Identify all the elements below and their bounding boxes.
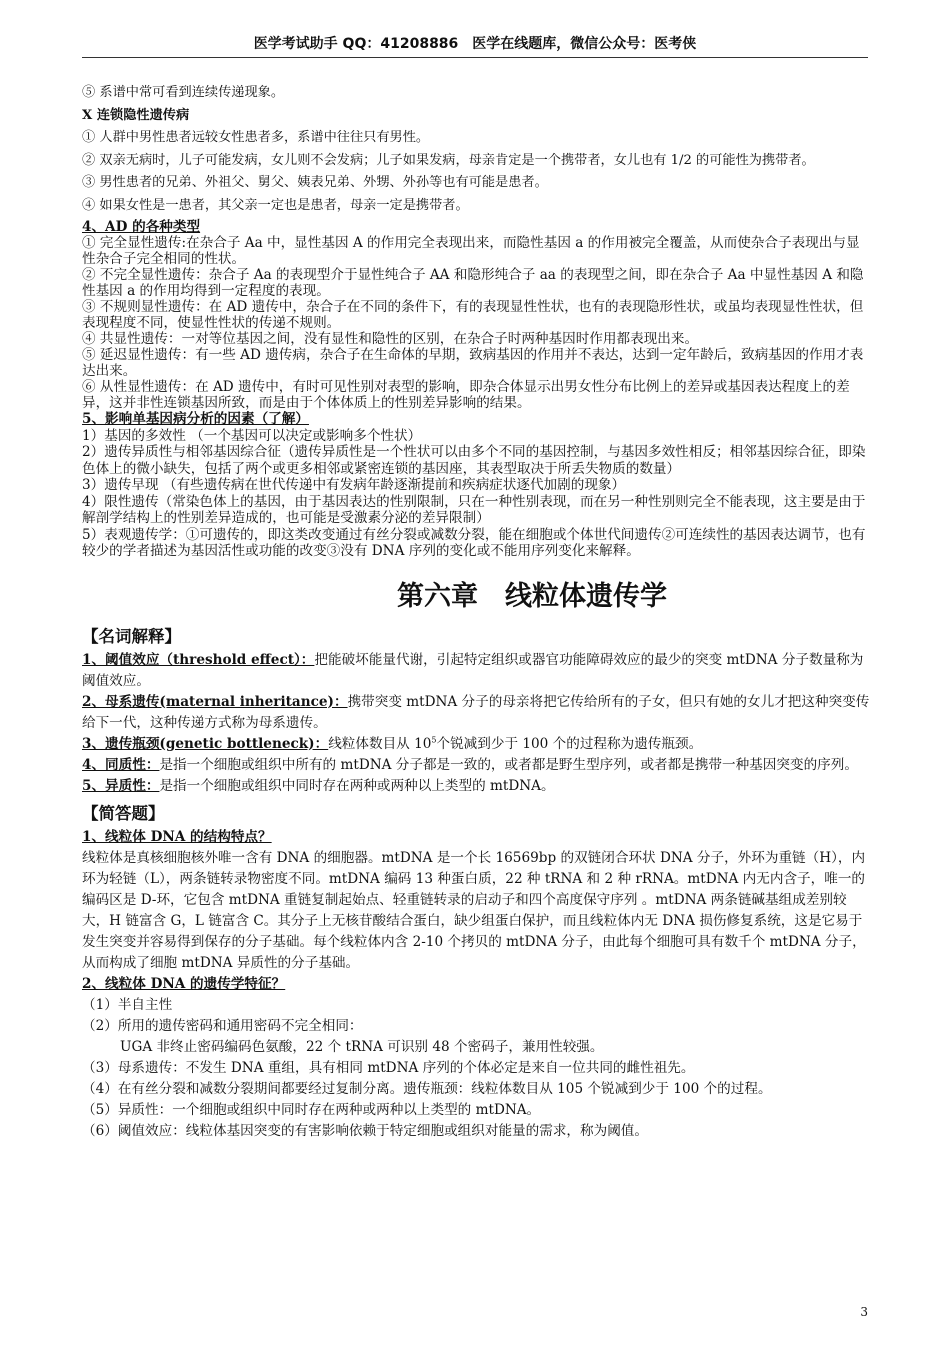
list-item: ⑤ 延迟显性遗传：有一些 AD 遗传病，杂合子在生命体的早期，致病基因的作用并不表达，达到一定年龄后，致病基因的作用才表达出来。 [82,347,864,379]
list-item: ⑤ 系谱中常可看到连续传递现象。 [82,85,285,100]
term-definition: 个锐减到少于 100 个的过程称为遗传瓶颈。 [436,735,703,752]
list-item: ③ 不规则显性遗传：在 AD 遗传中，杂合子在不同的条件下，有的表现显性性状，也有的表现隐形性状，或虽均表现显性性状，但表现程度不同，使显性性状的传递不规则。 [82,299,864,331]
list-item: 2）遗传异质性与相邻基因综合征（遗传异质性是一个性状可以由多个不同的基因控制，与基因多效性相反；相邻基因综合征，即染色体上的微小缺失，包括了两个或更多相邻或紧密连锁的基因座，其表型取决于所丢失物质的数量） [82,444,866,477]
term-definition: 是指一个细胞或组织中所有的 mtDNA 分子都是一致的，或者都是野生型序列，或者都是携带一种基因突变的序列。 [159,756,858,773]
page-number: 3 [860,1305,868,1319]
section-title: 5、影响单基因病分析的因素（了解） [82,411,309,427]
x-linked-section [82,82,872,216]
term-label: 2、母系遗传(maternal inheritance)： [82,693,348,710]
term-label: 5、异质性： [82,777,160,794]
question-title: 1、线粒体 DNA 的结构特点？ [82,828,272,845]
term-label: 1、阈值效应（threshold effect）： [82,651,315,668]
term-definition: 携带突变 mtDNA 分子的母亲将把它传给所有的子女，但只有她的女儿才把这种突变传给下一代，这种传递方式称为母系遗传。 [82,693,870,731]
answer-text: 线粒体是真核细胞核外唯一含有 DNA 的细胞器。mtDNA 是一个长 16569bp 的双链闭合环状 DNA 分子，外环为重链（H），内环为轻链（L），两条链转录物密度不同。mtDNA 编码 13 种蛋白质，22 种 tRNA 和 2 种 rRNA。mtDNA 内无内含子，唯一的编码区是 D-环，它包含 mtDNA 重链复制起始点、轻重链转录的启动子和四个高度保守序列 。mtDNA 两条链碱基组成差别较大，H 链富含 G，L 链富含 C。其分子上无核苷酸结合蛋白，缺少组蛋白保护，而且线粒体内无 DNA 损伤修复系统，这是它易于发生突变并容易得到保存的分子基础。每个线粒体内含 2-10 个拷贝的 mtDNA 分子，由此每个细胞可具有数千个 mtDNA 分子，从而构成了细胞 mtDNA 异质性的分子基础。 [82,849,866,971]
section-title: X 连锁隐性遗传病 [82,107,190,123]
list-item: 4）限性遗传（常染色体上的基因，由于基因表达的性别限制，只在一种性别表现，而在另一种性别则完全不能表现，这主要是由于解剖学结构上的性别差异造成的，也可能是受激素分泌的差异限制） [82,493,866,526]
factors-section [82,411,872,560]
list-item: （2）所用的遗传密码和通用密码不完全相同： [82,1017,363,1034]
term-label: 3、遗传瓶颈(genetic bottleneck)： [82,735,329,752]
list-item: ② 双亲无病时，儿子可能发病，女儿则不会发病；儿子如果发病，母亲肯定是一个携带者，女儿也有 1/2 的可能性为携带者。 [82,152,815,168]
term-definition: 是指一个细胞或组织中同时存在两种或两种以上类型的 mtDNA。 [159,777,555,794]
list-item: （5）异质性：一个细胞或组织中同时存在两种或两种以上类型的 mtDNA。 [82,1101,541,1118]
question-title: 2、线粒体 DNA 的遗传学特征？ [82,975,286,992]
list-item: 1）基因的多效性 （一个基因可以决定或影响多个性状） [82,427,422,444]
terms-heading: 【名词解释】 [82,626,181,646]
list-item: （4）在有丝分裂和减数分裂期间都要经过复制分离。遗传瓶颈：线粒体数目从 105 个锐减到少于 100 个的过程。 [82,1080,772,1097]
list-item: 3）遗传早现 （有些遗传病在世代传递中有发病年龄逐渐提前和疾病症状逐代加剧的现象） [82,477,626,493]
qa-heading: 【简答题】 [82,803,165,823]
list-item: 5）表观遗传学：①可遗传的，即这类改变通过有丝分裂或减数分裂，能在细胞或个体世代间遗传②可连续性的基因表达调节，也有较少的学者描述为基因活性或功能的改变③没有 DNA 序列的变化或不能用序列变化来解释。 [82,526,866,559]
term-item [82,692,872,734]
list-item: ④ 共显性遗传：一对等位基因之间，没有显性和隐性的区别，在杂合子时两种基因时作用都表现出来。 [82,331,699,347]
list-item: UGA 非终止密码编码色氨酸，22 个 tRNA 可识别 48 个密码子，兼用性较强。 [120,1038,604,1055]
terms-section [82,650,872,797]
term-definition: 把能破坏能量代谢，引起特定组织或器官功能障碍效应的最少的突变 mtDNA 分子数量称为阈值效应。 [82,651,864,689]
qa-section [82,827,872,1142]
list-item: ① 完全显性遗传:在杂合子 Aa 中，显性基因 A 的作用完全表现出来，而隐性基因 a 的作用被完全覆盖，从而使杂合子表现出与显性杂合子完全相同的性状。 [82,235,860,267]
list-item: ② 不完全显性遗传：杂合子 Aa 的表现型介于显性纯合子 AA 和隐形纯合子 aa 的表现型之间，即在杂合子 Aa 中显性基因 A 和隐性基因 a 的作用均得到一定程度的表现。 [82,267,864,299]
list-item: ④ 如果女性是一患者，其父亲一定也是患者，母亲一定是携带者。 [82,197,469,213]
list-item: （6）阈值效应：线粒体基因突变的有害影响依赖于特定细胞或组织对能量的需求，称为阈值。 [82,1122,648,1139]
page-content [82,82,872,1142]
list-item: ⑥ 从性显性遗传：在 AD 遗传中，有时可见性别对表型的影响，即杂合体显示出男女性分布比例上的差异或基因表达程度上的差异，这并非性连锁基因所致，而是由于个体体质上的性别差异影响的结果。 [82,379,850,411]
term-label: 4、同质性： [82,756,160,773]
list-item: ① 人群中男性患者远较女性患者多，系谱中往往只有男性。 [82,130,430,145]
term-item [82,734,872,755]
list-item: （1）半自主性 [82,996,173,1013]
list-item: ③ 男性患者的兄弟、外祖父、舅父、姨表兄弟、外甥、外孙等也有可能是患者。 [82,175,548,190]
term-item [82,650,872,692]
section-title: 4、AD 的各种类型 [82,219,201,235]
term-item [82,776,872,797]
list-item: （3）母系遗传：不发生 DNA 重组，具有相同 mtDNA 序列的个体必定是来自一位共同的雌性祖先。 [82,1059,695,1076]
exponent: 5 [431,734,437,744]
ad-types-section [82,219,872,411]
term-definition: 线粒体数目从 10 [328,735,432,752]
term-item [82,755,872,776]
chapter-title: 第六章 线粒体遗传学 [397,580,667,612]
page-header: 医学考试助手 QQ：41208886 医学在线题库，微信公众号：医考侠 [82,33,868,58]
